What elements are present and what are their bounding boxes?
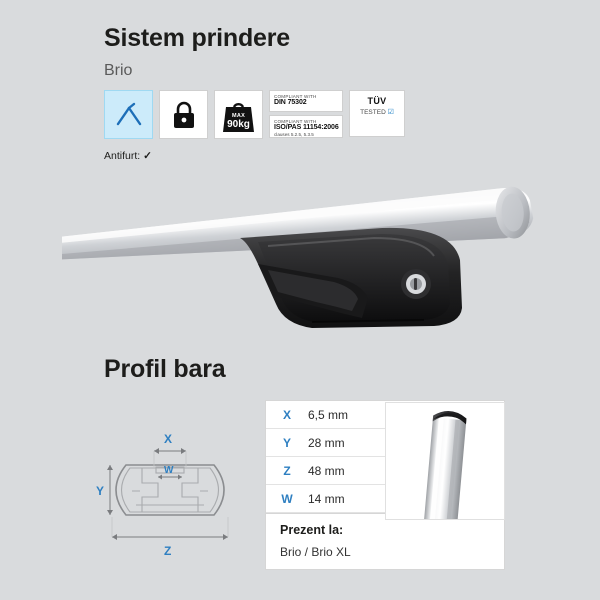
compliance-din-line1: COMPLIANT WITH <box>274 94 317 99</box>
spec-value: 48 mm <box>308 463 345 478</box>
page-title: Sistem prindere <box>104 24 290 52</box>
diagram-label-y: Y <box>96 484 105 498</box>
spec-value: 6,5 mm <box>308 407 349 422</box>
padlock-icon <box>171 100 197 130</box>
max-weight-badge <box>214 90 263 139</box>
weight-max-label: MAX <box>231 113 246 119</box>
spec-key: X <box>282 407 291 422</box>
mounting-foot <box>240 228 462 328</box>
compliance-iso-line1: COMPLIANT WITH <box>274 119 317 124</box>
weight-value: 90kg <box>227 119 250 130</box>
compliance-iso <box>269 115 343 138</box>
allen-key-badge <box>104 90 153 139</box>
compliance-stack <box>269 90 343 138</box>
diagram-label-z: Z <box>164 544 172 558</box>
spec-value: 14 mm <box>308 491 345 506</box>
spec-key: Y <box>282 435 291 450</box>
antitheft-label: Antifurt: <box>104 150 141 162</box>
roof-bar-photo <box>62 168 552 343</box>
compliance-iso-line3: clauses 5.2.5, 5.3.5 <box>274 132 314 138</box>
tuv-title: TÜV <box>367 96 387 106</box>
present-on-label: Prezent la: <box>266 513 504 545</box>
diagram-label-w: W <box>164 465 174 476</box>
present-on-value: Brio / Brio XL <box>280 545 351 559</box>
product-subtitle: Brio <box>104 62 133 79</box>
badge-row <box>104 90 405 139</box>
allen-key-icon <box>114 100 144 130</box>
tuv-subtitle <box>354 108 400 116</box>
spec-key: Z <box>283 463 291 478</box>
antitheft-check-icon: ✓ <box>143 150 152 162</box>
tuv-check-icon: ☑ <box>387 109 394 116</box>
profile-diagram <box>96 405 246 565</box>
spec-key: W <box>281 491 293 506</box>
diagram-label-x: X <box>164 432 173 446</box>
bar-profile-photo <box>385 402 505 520</box>
spec-value: 28 mm <box>308 435 345 450</box>
compliance-iso-line2: ISO/PAS 11154:2006 <box>274 124 339 132</box>
compliance-din-line2: DIN 75302 <box>274 99 307 107</box>
section-title-profile: Profil bara <box>104 355 226 383</box>
tuv-tested-label: TESTED <box>360 109 386 116</box>
tuv-badge <box>349 90 405 137</box>
compliance-din <box>269 90 343 112</box>
lock-badge <box>159 90 208 139</box>
antitheft-row <box>104 150 152 162</box>
